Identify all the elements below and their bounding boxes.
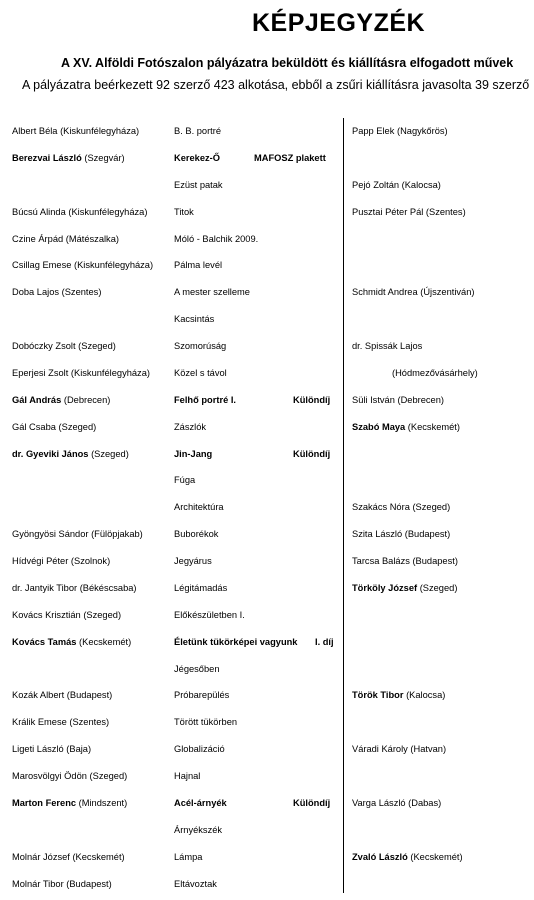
author-entry bbox=[12, 555, 110, 567]
work-title-entry bbox=[174, 313, 214, 325]
author-entry bbox=[352, 582, 457, 594]
work-title: Lámpa bbox=[174, 851, 203, 862]
author-place: (Szentes) bbox=[66, 717, 110, 728]
author-entry bbox=[12, 582, 137, 594]
author-name: Váradi Károly bbox=[352, 744, 408, 755]
author-entry bbox=[352, 528, 450, 540]
author-place: (Budapest) bbox=[63, 878, 112, 889]
author-name: Zvaló László bbox=[352, 851, 408, 862]
author-place: (Kecskemét) bbox=[405, 421, 460, 432]
work-title: Próbarepülés bbox=[174, 690, 230, 701]
work-title: Móló - Balchik 2009. bbox=[174, 233, 259, 244]
author-place: (Budapest) bbox=[402, 529, 451, 540]
author-name: Albert Béla bbox=[12, 126, 58, 136]
author-entry bbox=[352, 286, 474, 298]
author-entry bbox=[352, 689, 445, 701]
award-label: I. díj bbox=[315, 636, 334, 647]
author-entry bbox=[352, 179, 441, 191]
author-name: dr. Jantyik Tibor bbox=[12, 582, 78, 593]
author-place: (Újszentiván) bbox=[417, 287, 475, 298]
work-title-entry bbox=[174, 501, 224, 513]
author-entry bbox=[352, 501, 450, 513]
author-place: (Kalocsa) bbox=[399, 179, 441, 190]
work-title-entry bbox=[174, 233, 258, 245]
work-title: Közel s távol bbox=[174, 367, 227, 378]
author-name: Pejó Zoltán bbox=[352, 179, 400, 190]
author-entry bbox=[12, 689, 112, 701]
author-place: (Kiskunfélegyháza) bbox=[65, 206, 148, 217]
author-place: (Kiskunfélegyháza) bbox=[71, 260, 154, 271]
author-place: (Debrecen) bbox=[394, 394, 444, 405]
author-entry bbox=[392, 367, 478, 379]
work-title-entry bbox=[174, 797, 227, 809]
award-label: Különdíj bbox=[293, 448, 331, 459]
author-name: Marosvölgyi Ödön bbox=[12, 771, 87, 782]
author-name: Papp Elek bbox=[352, 126, 395, 136]
work-title: Jin-Jang bbox=[174, 448, 213, 459]
author-entry bbox=[12, 367, 150, 379]
work-title-entry bbox=[174, 878, 217, 890]
work-title-entry bbox=[174, 770, 200, 782]
work-title-entry bbox=[174, 179, 223, 191]
author-place: (Kiskunfélegyháza) bbox=[68, 367, 150, 378]
author-entry bbox=[12, 206, 147, 218]
author-entry bbox=[12, 340, 116, 352]
author-name: Török Tibor bbox=[352, 690, 404, 701]
author-place: (Dabas) bbox=[405, 798, 442, 808]
work-title-entry bbox=[174, 555, 212, 567]
author-entry bbox=[352, 394, 444, 406]
author-name: Tarcsa Balázs bbox=[352, 556, 410, 567]
author-place: (Nagykőrös) bbox=[394, 126, 448, 136]
work-title: Kerekez-Ő bbox=[174, 152, 220, 163]
author-entry bbox=[352, 340, 422, 352]
author-name: Molnár Tibor bbox=[12, 878, 64, 889]
work-title: Buborékok bbox=[174, 529, 219, 540]
work-title: Zászlók bbox=[174, 421, 207, 432]
work-title: Jégesőben bbox=[174, 663, 220, 674]
author-entry bbox=[12, 636, 131, 648]
author-entry bbox=[352, 797, 441, 809]
author-place: (Szentes) bbox=[423, 206, 466, 217]
work-title-entry bbox=[174, 716, 237, 728]
author-name: Marton Ferenc bbox=[12, 798, 77, 808]
work-title: Ezüst patak bbox=[174, 179, 223, 190]
author-name: Doba Lajos bbox=[12, 287, 60, 298]
work-title: Eltávoztak bbox=[174, 878, 217, 889]
author-entry bbox=[12, 152, 125, 164]
work-title-entry bbox=[174, 689, 229, 701]
author-name: Eperjesi Zsolt bbox=[12, 367, 69, 378]
author-place: (Mindszent) bbox=[76, 798, 128, 808]
author-entry bbox=[352, 206, 466, 218]
author-place: (Mátészalka) bbox=[63, 233, 119, 244]
author-name: Pusztai Péter Pál bbox=[352, 206, 424, 217]
work-title: Pálma levél bbox=[174, 260, 223, 271]
page-title: KÉPJEGYZÉK bbox=[252, 9, 426, 37]
author-place: (Szeged) bbox=[55, 421, 97, 432]
work-title: Architektúra bbox=[174, 502, 224, 513]
author-entry bbox=[12, 609, 121, 621]
author-name: Szabó Maya bbox=[352, 421, 406, 432]
work-title-entry bbox=[174, 421, 206, 433]
author-name: Gál Csaba bbox=[12, 421, 56, 432]
author-entry bbox=[352, 555, 458, 567]
work-title: Árnyékszék bbox=[174, 824, 223, 835]
work-title: Jegyárus bbox=[174, 556, 212, 567]
work-title: Hajnal bbox=[174, 771, 201, 782]
subtitle-bold: A XV. Alföldi Fotószalon pályázatra beküldött és kiállításra elfogadott művek bbox=[61, 56, 514, 70]
author-place: (Szeged) bbox=[88, 448, 129, 459]
award-label: MAFOSZ plakett bbox=[254, 152, 326, 163]
author-entry bbox=[352, 125, 448, 137]
author-entry bbox=[12, 286, 101, 298]
author-place: (Kalocsa) bbox=[403, 690, 446, 701]
author-name: Búcsú Alinda bbox=[12, 206, 66, 217]
work-title: B. B. portré bbox=[174, 126, 222, 136]
work-title: Kacsintás bbox=[174, 314, 215, 325]
author-place: (Hódmezővásárhely) bbox=[392, 367, 478, 378]
work-title-entry bbox=[174, 743, 225, 755]
author-place: (Szegvár) bbox=[81, 152, 125, 163]
author-entry bbox=[12, 716, 109, 728]
work-title-entry bbox=[174, 636, 297, 648]
work-title-entry bbox=[174, 474, 195, 486]
author-name: Czine Árpád bbox=[12, 233, 64, 244]
subtitle: A pályázatra beérkezett 92 szerző 423 alkotása, ebből a zsűri kiállításra javasolta 39 szerző bbox=[22, 78, 530, 92]
author-entry bbox=[12, 743, 91, 755]
author-place: (Budapest) bbox=[64, 690, 113, 701]
author-entry bbox=[12, 421, 96, 433]
work-title-entry bbox=[174, 394, 236, 406]
author-name: Schmidt Andrea bbox=[352, 287, 418, 298]
author-place: (Békéscsaba) bbox=[77, 582, 137, 593]
author-name: dr. Gyeviki János bbox=[12, 448, 89, 459]
author-entry bbox=[12, 233, 119, 245]
author-name: Králik Emese bbox=[12, 717, 67, 728]
author-place: (Debrecen) bbox=[61, 394, 111, 405]
author-entry bbox=[352, 743, 446, 755]
work-title-entry bbox=[174, 259, 222, 271]
author-entry bbox=[12, 259, 153, 271]
work-title: Acél-árnyék bbox=[174, 798, 227, 808]
work-title-entry bbox=[174, 609, 245, 621]
author-name: Ligeti László bbox=[12, 744, 64, 755]
work-title-entry bbox=[174, 152, 220, 164]
author-name: Dobóczky Zsolt bbox=[12, 341, 76, 352]
author-entry bbox=[12, 770, 127, 782]
author-place: (Szeged) bbox=[75, 341, 116, 352]
author-name: Gyöngyösi Sándor bbox=[12, 529, 89, 540]
author-entry bbox=[352, 851, 463, 863]
work-title-entry bbox=[174, 286, 250, 298]
work-title: Szomorúság bbox=[174, 341, 227, 352]
author-place: (Szeged) bbox=[417, 582, 458, 593]
author-place: (Baja) bbox=[63, 744, 92, 755]
work-title: Előkészületben I. bbox=[174, 609, 245, 620]
author-place: (Szolnok) bbox=[68, 556, 111, 567]
author-name: Hídvégi Péter bbox=[12, 556, 69, 567]
author-name: Csillag Emese bbox=[12, 260, 72, 271]
award-label: Különdíj bbox=[293, 394, 331, 405]
author-place: (Kecskemét) bbox=[76, 636, 132, 647]
author-place: (Budapest) bbox=[409, 556, 458, 567]
author-entry bbox=[352, 421, 460, 433]
author-name: Molnár József bbox=[12, 851, 70, 862]
author-entry bbox=[12, 394, 110, 406]
author-entry bbox=[12, 851, 125, 863]
author-place: (Szentes) bbox=[59, 287, 102, 298]
work-title-entry bbox=[174, 367, 227, 379]
author-place: (Szeged) bbox=[80, 609, 122, 620]
author-name: Berezvai László bbox=[12, 152, 82, 163]
work-title-entry bbox=[174, 851, 202, 863]
author-entry bbox=[12, 797, 127, 809]
author-entry bbox=[12, 528, 143, 540]
work-title: Globalizáció bbox=[174, 744, 225, 755]
author-place: (Kiskunfélegyháza) bbox=[57, 126, 140, 136]
author-place: (Hatvan) bbox=[407, 744, 447, 755]
author-entry bbox=[12, 125, 139, 137]
author-name: Kovács Krisztián bbox=[12, 609, 81, 620]
work-title-entry bbox=[174, 340, 226, 352]
work-title-entry bbox=[174, 582, 227, 594]
author-place: (Kecskemét) bbox=[69, 851, 125, 862]
work-title: Légitámadás bbox=[174, 582, 228, 593]
author-name: Kozák Albert bbox=[12, 690, 65, 701]
work-title: Törött tükörben bbox=[174, 717, 238, 728]
author-name: Gál András bbox=[12, 394, 62, 405]
author-name: Kovács Tamás bbox=[12, 636, 77, 647]
work-title-entry bbox=[174, 448, 212, 460]
author-name: dr. Spissák Lajos bbox=[352, 341, 423, 352]
author-entry bbox=[12, 448, 129, 460]
work-title: A mester szelleme bbox=[174, 287, 250, 298]
work-title: Életünk tükörképei vagyunk bbox=[174, 636, 298, 647]
work-title-entry bbox=[174, 824, 222, 836]
work-title: Fúga bbox=[174, 475, 196, 486]
author-name: Szita László bbox=[352, 529, 403, 540]
author-place: (Szeged) bbox=[409, 502, 451, 513]
author-entry bbox=[12, 878, 112, 890]
column-divider bbox=[343, 118, 344, 893]
author-place: (Fülöpjakab) bbox=[88, 529, 143, 540]
work-title: Felhő portré I. bbox=[174, 394, 236, 405]
author-name: Varga László bbox=[352, 798, 406, 808]
work-title-entry bbox=[174, 206, 194, 218]
work-title-entry bbox=[174, 528, 218, 540]
work-title-entry bbox=[174, 663, 220, 675]
award-label: Különdíj bbox=[293, 798, 331, 808]
author-name: Törköly József bbox=[352, 582, 418, 593]
work-title-entry bbox=[174, 125, 221, 137]
work-title: Titok bbox=[174, 206, 194, 217]
author-name: Süli István bbox=[352, 394, 395, 405]
author-place: (Kecskemét) bbox=[407, 851, 463, 862]
author-place: (Szeged) bbox=[86, 771, 128, 782]
author-name: Szakács Nóra bbox=[352, 502, 410, 513]
